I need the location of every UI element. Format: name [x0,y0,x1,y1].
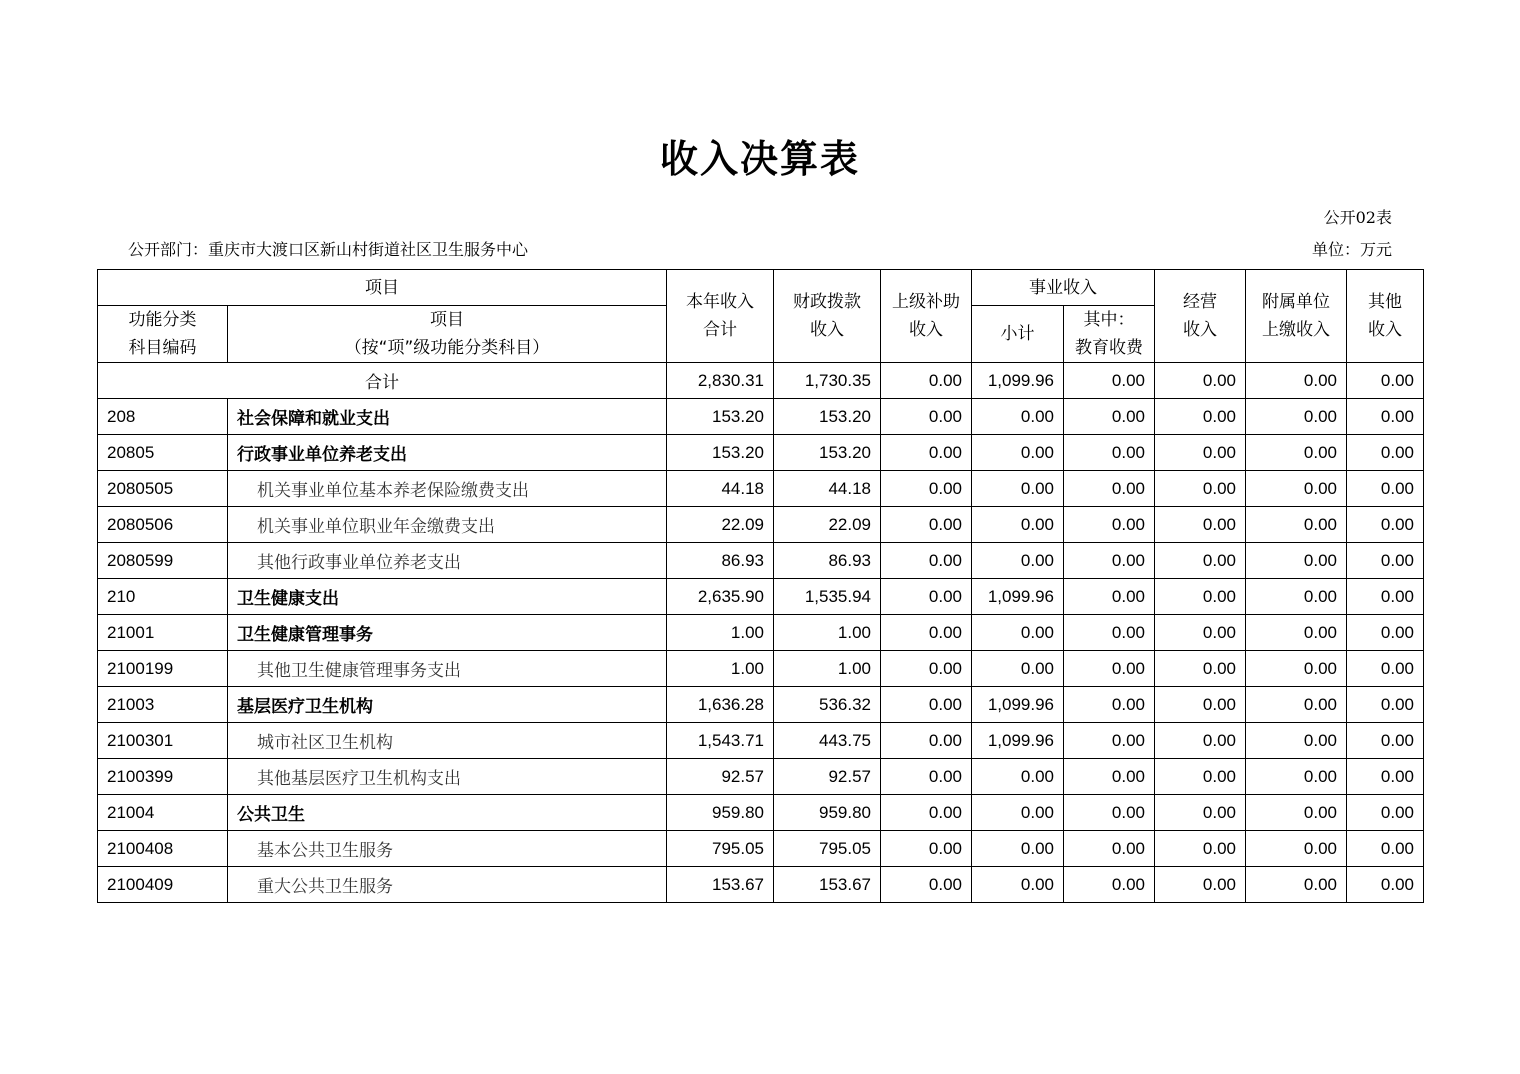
value-cell: 0.00 [1347,795,1424,831]
value-cell: 1.00 [774,651,881,687]
value-cell: 0.00 [972,543,1064,579]
value-cell: 2,635.90 [667,579,774,615]
item-name-cell: 其他卫生健康管理事务支出 [228,651,667,687]
item-name-cell: 社会保障和就业支出 [228,399,667,435]
value-cell: 0.00 [1064,723,1155,759]
header-career-edu-line2: 教育收费 [1075,338,1143,358]
func-code-cell: 210 [98,579,228,615]
value-cell: 959.80 [667,795,774,831]
header-career-edu-line1: 其中： [1083,310,1135,330]
value-cell: 153.20 [774,435,881,471]
value-cell: 0.00 [972,831,1064,867]
value-cell: 0.00 [881,831,972,867]
table-row [98,651,1424,687]
value-cell: 0.00 [881,399,972,435]
value-cell: 153.67 [774,867,881,903]
table-row [98,759,1424,795]
item-name-cell: 卫生健康支出 [228,579,667,615]
value-cell: 795.05 [774,831,881,867]
value-cell: 0.00 [1155,507,1246,543]
value-cell: 0.00 [972,399,1064,435]
unit-label: 单位：万元 [1311,240,1392,259]
header-other-line1: 其他 [1368,292,1402,312]
value-cell: 1.00 [667,615,774,651]
item-name-cell: 其他基层医疗卫生机构支出 [228,759,667,795]
header-career-edu [1064,306,1155,363]
value-cell: 44.18 [774,471,881,507]
value-cell: 0.00 [1155,795,1246,831]
value-cell: 0.00 [1155,435,1246,471]
value-cell: 153.67 [667,867,774,903]
value-cell: 0.00 [1155,723,1246,759]
header-superior-line1: 上级补助 [892,292,960,312]
item-name-cell: 基本公共卫生服务 [228,831,667,867]
value-cell: 0.00 [1246,471,1347,507]
value-cell: 0.00 [1246,759,1347,795]
value-cell: 0.00 [972,435,1064,471]
header-operating-line2: 收入 [1183,320,1217,340]
header-affiliated-line1: 附属单位 [1262,292,1330,312]
header-other [1347,270,1424,363]
total-value-cell: 1,099.96 [972,363,1064,399]
value-cell: 0.00 [1155,471,1246,507]
value-cell: 959.80 [774,795,881,831]
value-cell: 0.00 [1347,507,1424,543]
document-title: 收入决算表 [659,137,860,181]
value-cell: 0.00 [1064,687,1155,723]
header-other-line2: 收入 [1368,320,1402,340]
value-cell: 1,099.96 [972,579,1064,615]
func-code-cell: 21001 [98,615,228,651]
func-code-cell: 21003 [98,687,228,723]
table-row [98,831,1424,867]
header-affiliated [1246,270,1347,363]
value-cell: 0.00 [1246,435,1347,471]
table-row [98,435,1424,471]
value-cell: 0.00 [1347,435,1424,471]
table-row [98,867,1424,903]
value-cell: 0.00 [1155,615,1246,651]
func-code-cell: 2080599 [98,543,228,579]
value-cell: 86.93 [774,543,881,579]
item-name-cell: 行政事业单位养老支出 [228,435,667,471]
total-label: 合计 [98,363,667,399]
value-cell: 0.00 [881,507,972,543]
value-cell: 22.09 [774,507,881,543]
value-cell: 0.00 [972,795,1064,831]
func-code-cell: 2100409 [98,867,228,903]
item-name-cell: 城市社区卫生机构 [228,723,667,759]
value-cell: 0.00 [881,435,972,471]
value-cell: 0.00 [1347,651,1424,687]
department-label: 公开部门：重庆市大渡口区新山村街道社区卫生服务中心 [128,240,529,259]
value-cell: 1.00 [774,615,881,651]
value-cell: 0.00 [1246,795,1347,831]
total-value-cell: 0.00 [1246,363,1347,399]
header-item-name-line2: （按“项”级功能分类科目） [344,338,550,358]
value-cell: 0.00 [972,615,1064,651]
value-cell: 92.57 [774,759,881,795]
value-cell: 0.00 [972,651,1064,687]
value-cell: 0.00 [1347,867,1424,903]
value-cell: 0.00 [881,759,972,795]
func-code-cell: 2100199 [98,651,228,687]
item-name-cell: 基层医疗卫生机构 [228,687,667,723]
value-cell: 1.00 [667,651,774,687]
func-code-cell: 208 [98,399,228,435]
value-cell: 536.32 [774,687,881,723]
header-affiliated-line2: 上缴收入 [1262,320,1330,340]
item-name-cell: 重大公共卫生服务 [228,867,667,903]
func-code-cell: 2100301 [98,723,228,759]
value-cell: 0.00 [1347,687,1424,723]
table-row [98,795,1424,831]
total-value-cell: 2,830.31 [667,363,774,399]
item-name-cell: 卫生健康管理事务 [228,615,667,651]
table-row [98,579,1424,615]
header-item-group: 项目 [98,270,667,306]
value-cell: 0.00 [1064,831,1155,867]
item-name-cell: 公共卫生 [228,795,667,831]
value-cell: 44.18 [667,471,774,507]
value-cell: 0.00 [1064,651,1155,687]
header-fiscal-line1: 财政拨款 [793,292,861,312]
header-total [667,270,774,363]
value-cell: 22.09 [667,507,774,543]
header-func-code [98,306,228,363]
value-cell: 0.00 [1155,759,1246,795]
item-name-cell: 机关事业单位职业年金缴费支出 [228,507,667,543]
value-cell: 0.00 [881,795,972,831]
value-cell: 0.00 [1246,507,1347,543]
value-cell: 0.00 [1155,543,1246,579]
table-row [98,615,1424,651]
value-cell: 153.20 [667,399,774,435]
value-cell: 0.00 [881,651,972,687]
func-code-cell: 20805 [98,435,228,471]
item-name-cell: 机关事业单位基本养老保险缴费支出 [228,471,667,507]
header-func-code-line1: 功能分类 [128,310,197,330]
table-row [98,507,1424,543]
value-cell: 0.00 [1155,867,1246,903]
header-operating-line1: 经营 [1183,292,1217,312]
table-body [98,363,1424,903]
value-cell: 0.00 [1155,579,1246,615]
value-cell: 0.00 [1246,723,1347,759]
func-code-cell: 2100399 [98,759,228,795]
header-item-name-line1: 项目 [430,310,464,330]
value-cell: 0.00 [1246,831,1347,867]
total-row [98,363,1424,399]
value-cell: 0.00 [1155,687,1246,723]
value-cell: 0.00 [1064,507,1155,543]
value-cell: 1,535.94 [774,579,881,615]
table-row [98,399,1424,435]
header-item-name [228,306,667,363]
table-row [98,471,1424,507]
header-total-line1: 本年收入 [686,292,754,312]
value-cell: 1,099.96 [972,723,1064,759]
value-cell: 0.00 [881,615,972,651]
value-cell: 0.00 [1347,723,1424,759]
income-table [97,269,1424,903]
header-fiscal [774,270,881,363]
value-cell: 0.00 [881,579,972,615]
value-cell: 0.00 [1246,615,1347,651]
table-header [98,270,1424,363]
value-cell: 0.00 [1246,543,1347,579]
table-row [98,543,1424,579]
value-cell: 0.00 [1155,651,1246,687]
func-code-cell: 2080506 [98,507,228,543]
value-cell: 0.00 [972,507,1064,543]
value-cell: 0.00 [1347,543,1424,579]
value-cell: 0.00 [1347,471,1424,507]
value-cell: 0.00 [1246,867,1347,903]
value-cell: 0.00 [1347,399,1424,435]
header-total-line2: 合计 [703,320,737,340]
value-cell: 0.00 [1064,759,1155,795]
value-cell: 0.00 [881,471,972,507]
func-code-cell: 2100408 [98,831,228,867]
header-func-code-line2: 科目编码 [128,338,197,358]
value-cell: 153.20 [667,435,774,471]
table-row [98,723,1424,759]
header-career-subtotal: 小计 [972,306,1064,363]
value-cell: 0.00 [881,867,972,903]
value-cell: 0.00 [1347,759,1424,795]
value-cell: 0.00 [1064,795,1155,831]
header-superior-line2: 收入 [909,320,943,340]
value-cell: 0.00 [881,687,972,723]
func-code-cell: 2080505 [98,471,228,507]
value-cell: 0.00 [1155,831,1246,867]
value-cell: 0.00 [1064,471,1155,507]
value-cell: 92.57 [667,759,774,795]
value-cell: 0.00 [1246,687,1347,723]
header-operating [1155,270,1246,363]
header-career-group: 事业收入 [972,270,1155,306]
value-cell: 0.00 [1246,579,1347,615]
header-fiscal-line2: 收入 [810,320,844,340]
value-cell: 1,543.71 [667,723,774,759]
table-id: 公开02表 [1323,208,1392,227]
value-cell: 0.00 [1064,867,1155,903]
value-cell: 0.00 [972,867,1064,903]
value-cell: 0.00 [1064,615,1155,651]
value-cell: 0.00 [1347,831,1424,867]
value-cell: 0.00 [1246,399,1347,435]
header-superior [881,270,972,363]
total-value-cell: 0.00 [1064,363,1155,399]
value-cell: 0.00 [1064,435,1155,471]
value-cell: 0.00 [1155,399,1246,435]
value-cell: 0.00 [1064,543,1155,579]
total-value-cell: 1,730.35 [774,363,881,399]
value-cell: 795.05 [667,831,774,867]
total-value-cell: 0.00 [1155,363,1246,399]
value-cell: 443.75 [774,723,881,759]
value-cell: 1,636.28 [667,687,774,723]
value-cell: 0.00 [881,723,972,759]
value-cell: 0.00 [1064,399,1155,435]
value-cell: 0.00 [972,759,1064,795]
total-value-cell: 0.00 [1347,363,1424,399]
value-cell: 1,099.96 [972,687,1064,723]
value-cell: 0.00 [972,471,1064,507]
value-cell: 0.00 [1246,651,1347,687]
total-value-cell: 0.00 [881,363,972,399]
value-cell: 153.20 [774,399,881,435]
func-code-cell: 21004 [98,795,228,831]
value-cell: 0.00 [1347,615,1424,651]
value-cell: 0.00 [881,543,972,579]
value-cell: 86.93 [667,543,774,579]
item-name-cell: 其他行政事业单位养老支出 [228,543,667,579]
value-cell: 0.00 [1347,579,1424,615]
table-row [98,687,1424,723]
value-cell: 0.00 [1064,579,1155,615]
